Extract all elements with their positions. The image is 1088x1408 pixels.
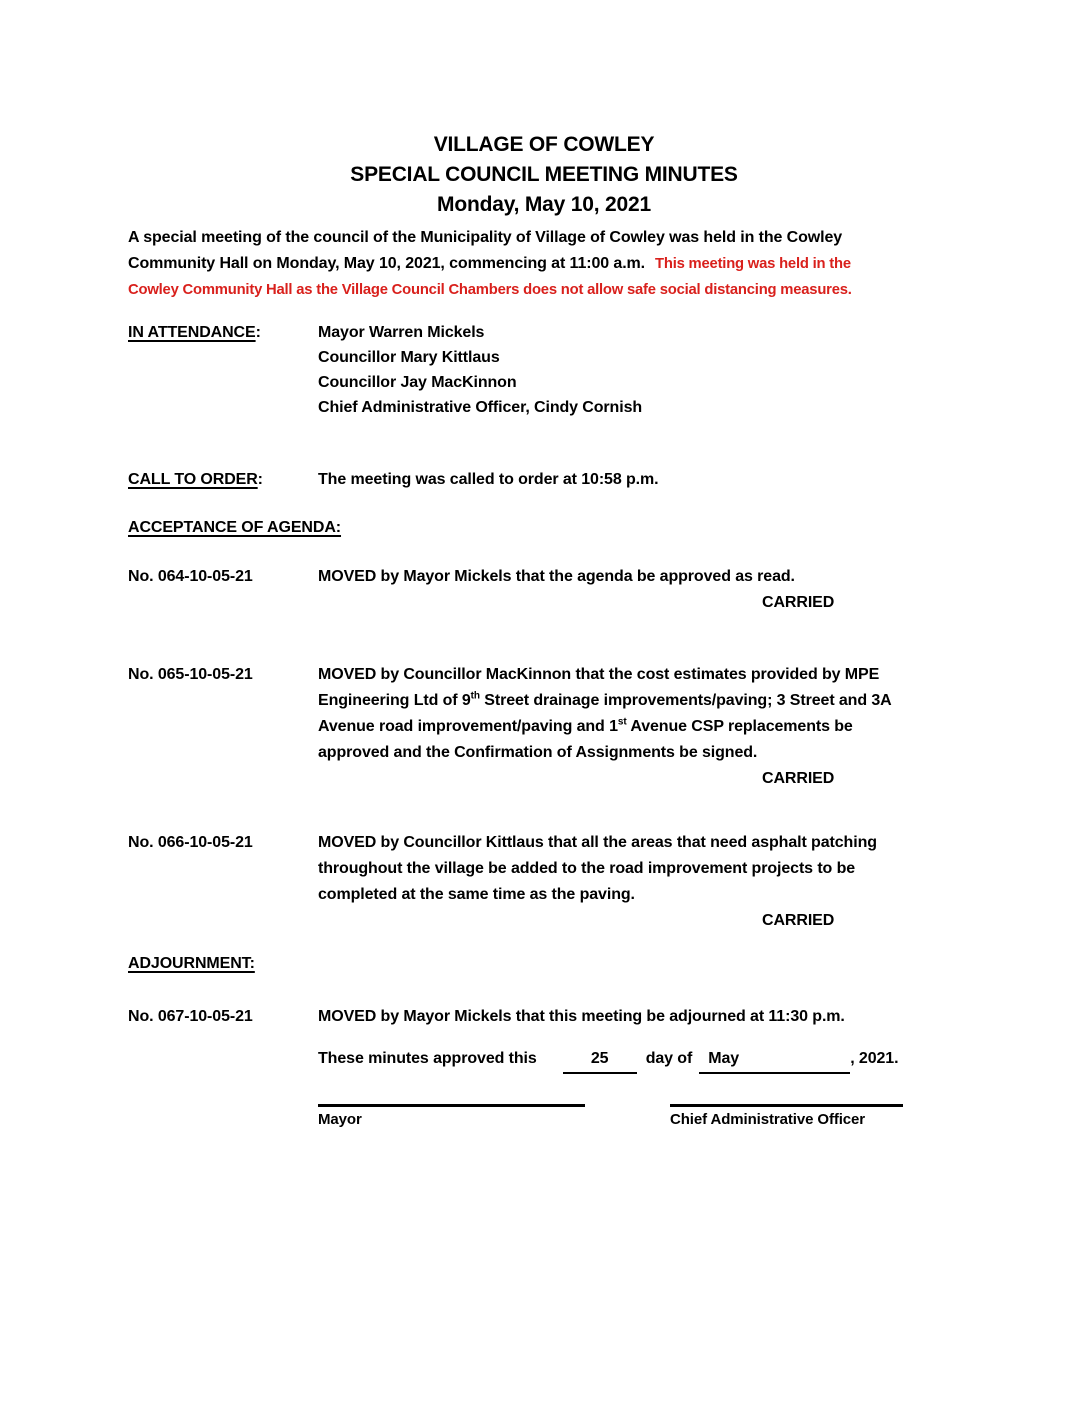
in-attendance-label: IN ATTENDANCE — [128, 324, 256, 341]
motion-065 — [128, 662, 960, 792]
intro-line-3-red-note: Cowley Community Hall as the Village Council Chambers does not allow safe social distancing measures. — [128, 282, 852, 298]
motion-067 — [128, 1004, 960, 1030]
motion-number: No. 065-10-05-21 — [128, 666, 253, 683]
signature-label-mayor: Mayor — [318, 1111, 362, 1128]
carried-label: CARRIED — [762, 594, 835, 611]
section-heading-adjournment — [128, 951, 960, 976]
attendee-line: Mayor Warren Mickels — [318, 324, 485, 341]
motion-text-line: MOVED by Mayor Mickels that the agenda be approved as read. — [318, 568, 795, 585]
call-to-order-section — [128, 467, 960, 492]
motion-064 — [128, 564, 960, 616]
motion-text-segment: Avenue CSP replacements be — [626, 718, 853, 735]
motion-text-line: MOVED by Councillor Kittlaus that all the areas that need asphalt patching — [318, 834, 877, 851]
signature-spacer — [585, 1104, 670, 1107]
approval-line — [318, 1046, 960, 1074]
motion-body — [318, 1004, 960, 1030]
signature-block — [318, 1104, 960, 1130]
motion-number: No. 067-10-05-21 — [128, 1008, 253, 1025]
call-to-order-text: The meeting was called to order at 10:58 p.m. — [318, 471, 659, 488]
motion-text-line: MOVED by Councillor MacKinnon that the cost estimates provided by MPE — [318, 666, 880, 683]
motion-text-line — [318, 688, 960, 714]
intro-line-2-red-note: This meeting was held in the — [655, 256, 851, 272]
call-to-order-colon: : — [257, 471, 263, 488]
attendee-line: Chief Administrative Officer, Cindy Cornish — [318, 399, 643, 416]
signature-labels — [318, 1110, 960, 1130]
doc-title-line-2: SPECIAL COUNCIL MEETING MINUTES — [350, 163, 738, 186]
signature-line-cao — [670, 1104, 903, 1107]
signature-lines — [318, 1104, 960, 1107]
intro-line-2 — [128, 251, 960, 277]
section-heading-acceptance-of-agenda — [128, 515, 960, 540]
acceptance-of-agenda-label: ACCEPTANCE OF AGENDA: — [128, 519, 342, 536]
intro-line-2-black: Community Hall on Monday, May 10, 2021, commencing at 11:00 a.m. — [128, 255, 646, 272]
approval-month-fill: May — [699, 1046, 850, 1074]
signature-line-mayor — [318, 1104, 585, 1107]
motion-text-line: approved and the Confirmation of Assignments be signed. — [318, 744, 758, 761]
motion-number: No. 066-10-05-21 — [128, 834, 253, 851]
attendee-line: Councillor Mary Kittlaus — [318, 349, 500, 366]
motion-text-segment: Street drainage improvements/paving; 3 Street and 3A — [479, 692, 892, 709]
adjournment-label: ADJOURNMENT: — [128, 955, 255, 972]
document-title-block — [128, 130, 960, 220]
attendee-list — [318, 320, 960, 420]
approval-suffix: , 2021. — [850, 1050, 899, 1067]
section-label-call-to-order — [128, 467, 318, 492]
motion-number: No. 064-10-05-21 — [128, 568, 253, 585]
ordinal-superscript: th — [470, 690, 480, 702]
motion-text-line: throughout the village be added to the road improvement projects to be — [318, 860, 856, 877]
attendee-line: Councillor Jay MacKinnon — [318, 374, 517, 391]
ordinal-superscript: st — [617, 716, 627, 728]
call-to-order-label: CALL TO ORDER — [128, 471, 258, 488]
attendance-section — [128, 320, 960, 420]
motion-text-line: completed at the same time as the paving. — [318, 886, 635, 903]
motion-body — [318, 662, 960, 792]
intro-line-1: A special meeting of the council of the Municipality of Village of Cowley was held in the Cowley — [128, 229, 843, 246]
approval-middle: day of — [645, 1050, 693, 1067]
intro-paragraph — [128, 225, 960, 303]
carried-label: CARRIED — [762, 912, 835, 929]
motion-text-line — [318, 714, 960, 740]
motion-body — [318, 830, 960, 934]
in-attendance-colon: : — [255, 324, 261, 341]
motion-body — [318, 564, 960, 616]
document-content — [128, 130, 960, 1130]
doc-title-line-1: VILLAGE OF COWLEY — [433, 133, 655, 156]
motion-text-segment: Engineering Ltd of 9 — [318, 692, 471, 709]
motion-text-line: MOVED by Mayor Mickels that this meeting be adjourned at 11:30 p.m. — [318, 1008, 845, 1025]
carried-label: CARRIED — [762, 770, 835, 787]
section-label-in-attendance — [128, 320, 318, 345]
motion-066 — [128, 830, 960, 934]
signature-label-cao: Chief Administrative Officer — [670, 1111, 866, 1128]
approval-day-fill: 25 — [563, 1046, 637, 1074]
motion-text-segment: Avenue road improvement/paving and 1 — [318, 718, 618, 735]
doc-title-line-3: Monday, May 10, 2021 — [437, 193, 651, 216]
approval-prefix: These minutes approved this — [318, 1050, 537, 1067]
